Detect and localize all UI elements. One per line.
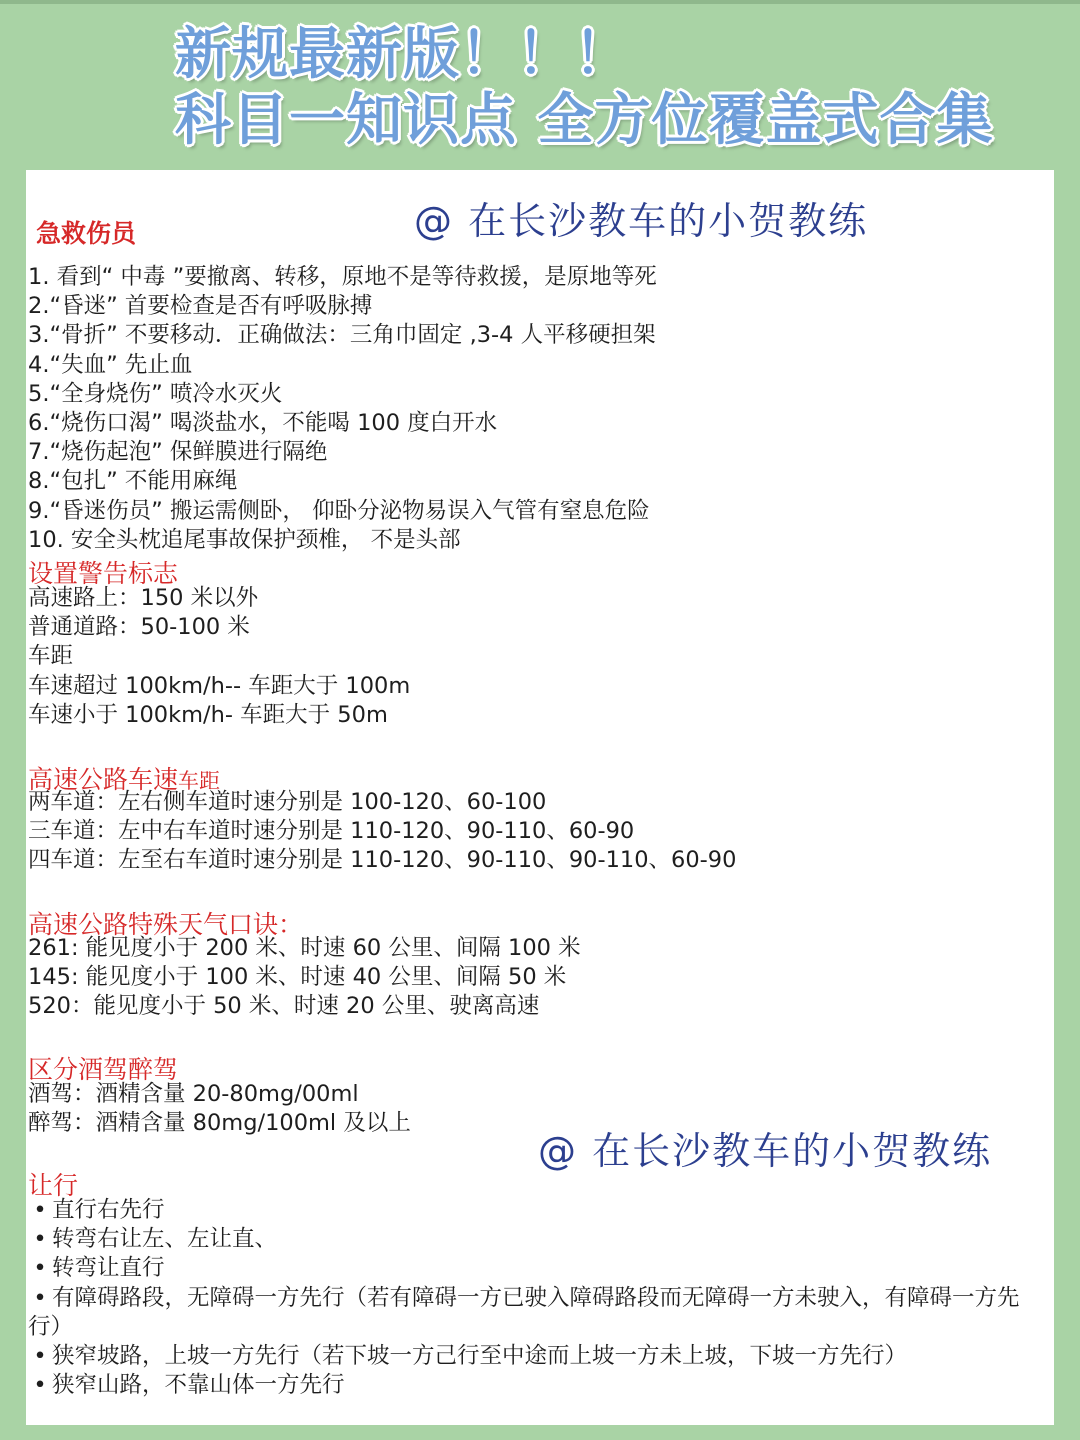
list-item: 1. 看到“ 中毒 ”要撤离、转移，原地不是等待救援，是原地等死 [28,264,657,290]
list-item-text: 狭窄山路，不靠山体一方先行 [52,1372,345,1399]
list-item [28,1196,1043,1225]
list-item: 醉驾：酒精含量 80mg/100ml 及以上 [28,1110,411,1137]
list-item: 5.“全身烧伤” 喷冷水灭火 [28,380,283,407]
section-title-drunk: 区分酒驾醉驾 [28,1055,179,1084]
drunk-list [28,1080,411,1138]
list-item: 高速路上：150 米以外 [28,585,259,611]
section-title-weather: 高速公路特殊天气口诀： [28,910,304,939]
highway-speed-title-main: 高速公路车速 [28,765,179,794]
list-item: 9.“昏迷伤员” 搬运需侧卧， 仰卧分泌物易误入气管有窒息危险 [28,497,650,524]
list-item: 10. 安全头枕追尾事故保护颈椎， 不是头部 [28,526,461,553]
list-item [28,1225,1043,1254]
list-item [28,1371,1043,1400]
list-item: 两车道：左右侧车道时速分别是 100-120、60-100 [28,789,547,815]
watermark-bottom: @ 在长沙教车的小贺教练 [538,1129,993,1173]
section-title-first-aid: 急救伤员 [36,219,137,248]
list-item: 三车道：左中右车道时速分别是 110-120、90-110、60-90 [28,818,635,845]
weather-list [28,934,581,1022]
list-item: 四车道：左至右车道时速分别是 110-120、90-110、90-110、60-90 [28,847,737,874]
title-line-1: 新规最新版！！！ [175,22,631,87]
list-item-text: 转弯右让左、左让直、 [52,1226,278,1253]
list-item: 8.“包扎” 不能用麻绳 [28,468,238,495]
list-item: 7.“烧伤起泡” 保鲜膜进行隔绝 [28,439,328,466]
yield-list [28,1196,1043,1400]
section-title-warning-sign: 设置警告标志 [28,559,179,588]
bullet-icon: • [33,1226,47,1253]
highway-speed-list [28,788,736,876]
title-line-2: 科目一知识点 全方位覆盖式合集 [175,88,994,153]
bullet-icon: • [33,1197,47,1223]
bullet-icon: • [33,1372,47,1399]
list-item: 145: 能见度小于 100 米、时速 40 公里、间隔 50 米 [28,964,567,991]
watermark-top: @ 在长沙教车的小贺教练 [414,199,869,243]
highway-speed-title-small: 车距 [178,769,221,793]
list-item-text: 狭窄坡路，上坡一方先行（若下坡一方己行至中途而上坡一方未上坡，下坡一方先行） [52,1343,908,1370]
page-header [175,22,1055,154]
list-item-text: 有障碍路段，无障碍一方先行（若有障碍一方已驶入障碍路段而无障碍一方未驶入，有障碍一方先行） [28,1284,1020,1340]
list-item: 车速超过 100km/h-- 车距大于 100m [28,672,411,699]
content-card [26,170,1054,1425]
list-item [28,1254,1043,1283]
list-item: 2.“昏迷” 首要检查是否有呼吸脉搏 [28,293,373,320]
list-item: 4.“失血” 先止血 [28,351,193,378]
list-item-text: 直行右先行 [52,1197,165,1223]
bullet-icon: • [33,1255,47,1282]
warning-sign-list [28,584,410,730]
bullet-icon: • [33,1284,47,1311]
list-item: 3.“骨折” 不要移动．正确做法：三角巾固定 ,3-4 人平移硬担架 [28,322,656,349]
list-item: 520：能见度小于 50 米、时速 20 公里、驶离高速 [28,993,540,1020]
list-item: 6.“烧伤口渴” 喝淡盐水，不能喝 100 度白开水 [28,409,498,436]
section-title-yield: 让行 [28,1171,79,1200]
list-item: 车速小于 100km/h- 车距大于 50m [28,701,388,728]
list-item: 酒驾：酒精含量 20-80mg/00ml [28,1081,359,1107]
list-item: 普通道路：50-100 米 [28,614,250,641]
bullet-icon: • [33,1343,47,1370]
list-item-text: 转弯让直行 [52,1255,165,1282]
list-item: 261: 能见度小于 200 米、时速 60 公里、间隔 100 米 [28,935,581,961]
top-border [0,0,1080,4]
list-item [28,1284,1043,1342]
list-item [28,1342,1043,1371]
first-aid-list [28,263,657,555]
list-item: 车距 [28,643,74,670]
